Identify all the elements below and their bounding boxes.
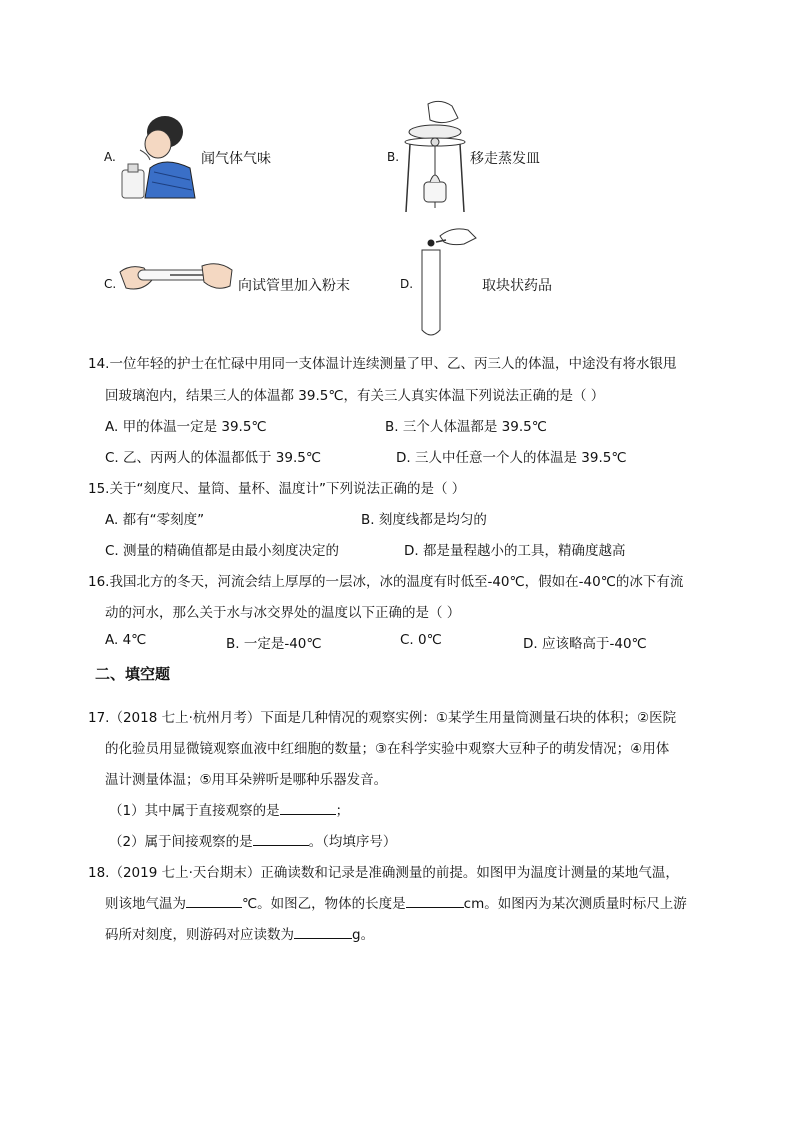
- q17-stem-line2: 的化验员用显微镜观察血液中红细胞的数量；③在科学实验中观察大豆种子的萌发情况；④用体: [105, 741, 670, 757]
- q17-sub2: [109, 830, 396, 850]
- q18-line3-prompt: 码所对刻度，则游码对应读数为: [105, 927, 294, 943]
- q16-option-d: D. 应该略高于-40℃: [523, 636, 647, 652]
- option-b-letter: B.: [387, 150, 400, 164]
- q17-stem-line1: 17.（2018 七上·杭州月考）下面是几种情况的观察实例：①某学生用量筒测量石块的体积；②医院: [88, 710, 677, 726]
- q14-stem-line2: 回玻璃泡内，结果三人的体温都 39.5℃，有关三人真实体温下列说法正确的是（ ）: [105, 388, 605, 404]
- q18-temperature-blank[interactable]: [186, 893, 242, 908]
- q16-option-a: A. 4℃: [105, 632, 147, 648]
- q18-mass-blank[interactable]: [294, 924, 352, 939]
- q15-option-a: A. 都有“零刻度”: [105, 512, 205, 528]
- q17-sub1-answer-blank[interactable]: [280, 800, 336, 815]
- q18-line2-suffix: cm。如图丙为某次测质量时标尺上游: [463, 896, 687, 912]
- q16-stem-line1: 16.我国北方的冬天，河流会结上厚厚的一层冰，冰的温度有时低至-40℃，假如在-40℃的冰下有流: [88, 574, 684, 590]
- block-reagent-illustration: [418, 222, 480, 340]
- adding-powder-illustration: [118, 258, 236, 300]
- option-d-caption: 取块状药品: [482, 278, 552, 294]
- q17-sub1: [109, 799, 349, 819]
- q17-sub2-suffix: 。（均填序号）: [308, 834, 397, 850]
- q14-option-b: B. 三个人体温都是 39.5℃: [385, 419, 547, 435]
- q18-length-blank[interactable]: [406, 893, 464, 908]
- option-a-caption: 闻气体气味: [201, 151, 271, 167]
- q16-option-c: C. 0℃: [400, 632, 442, 648]
- option-c-letter: C.: [104, 277, 117, 291]
- q17-sub2-answer-blank[interactable]: [253, 831, 309, 846]
- option-a-letter: A.: [104, 150, 116, 164]
- evaporating-dish-illustration: [400, 98, 470, 216]
- q16-stem-line2: 动的河水，那么关于水与冰交界处的温度以下正确的是（ ）: [105, 605, 461, 621]
- q14-option-c: C. 乙、丙两人的体温都低于 39.5℃: [105, 450, 322, 466]
- q18-stem-line1: 18.（2019 七上·天台期末）正确读数和记录是准确测量的前提。如图甲为温度计测量的某地气温，: [88, 865, 679, 881]
- q17-sub2-prompt: （2）属于间接观察的是: [109, 834, 253, 850]
- q17-sub1-suffix: ；: [335, 803, 350, 819]
- smelling-gas-illustration: [120, 110, 200, 202]
- q18-line2-prompt: 则该地气温为: [105, 896, 186, 912]
- option-c-caption: 向试管里加入粉末: [238, 278, 350, 294]
- q15-option-c: C. 测量的精确值都是由最小刻度决定的: [105, 543, 340, 559]
- q18-line3-suffix: g。: [352, 927, 375, 943]
- section-title-fill-in: 二、填空题: [95, 665, 171, 683]
- q14-option-a: A. 甲的体温一定是 39.5℃: [105, 419, 267, 435]
- q18-stem-line3: [105, 923, 374, 943]
- q15-option-b: B. 刻度线都是均匀的: [361, 512, 487, 528]
- option-d-letter: D.: [400, 277, 414, 291]
- q14-stem-line1: 14.一位年轻的护士在忙碌中用同一支体温计连续测量了甲、乙、丙三人的体温，中途没有将水银甩: [88, 356, 677, 372]
- q14-option-d: D. 三人中任意一个人的体温是 39.5℃: [396, 450, 627, 466]
- q16-option-b: B. 一定是-40℃: [226, 636, 322, 652]
- q15-option-d: D. 都是量程越小的工具，精确度越高: [404, 543, 626, 559]
- q18-stem-line2: [105, 892, 687, 912]
- q17-sub1-prompt: （1）其中属于直接观察的是: [109, 803, 280, 819]
- q18-line2-mid: ℃。如图乙，物体的长度是: [242, 896, 406, 912]
- q17-stem-line3: 温计测量体温；⑤用耳朵辨听是哪种乐器发音。: [105, 772, 388, 788]
- q15-stem: 15.关于“刻度尺、量筒、量杯、温度计”下列说法正确的是（ ）: [88, 481, 466, 497]
- option-b-caption: 移走蒸发皿: [470, 151, 540, 167]
